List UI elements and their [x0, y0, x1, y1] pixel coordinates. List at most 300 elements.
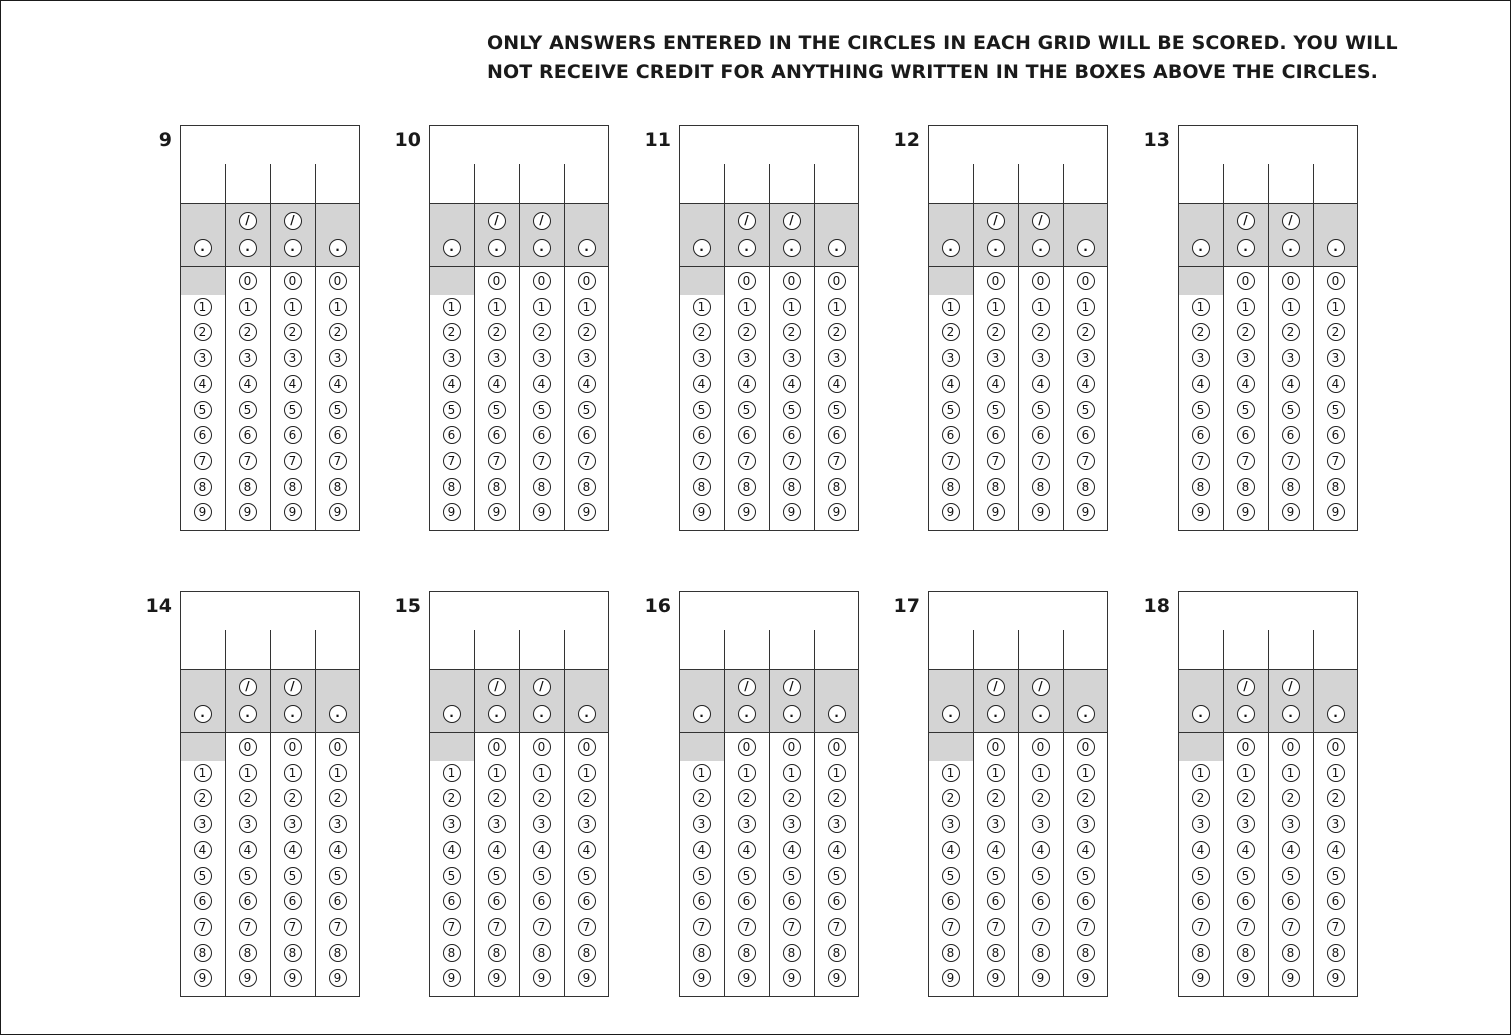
digit-bubble-9[interactable]: 9: [1237, 503, 1255, 521]
digit-bubble-0[interactable]: 0: [1327, 738, 1345, 756]
digit-bubble-1[interactable]: 1: [1077, 764, 1095, 782]
digit-bubble-5[interactable]: 5: [239, 401, 257, 419]
digit-bubble-1[interactable]: 1: [987, 764, 1005, 782]
digit-bubble-1[interactable]: 1: [329, 298, 347, 316]
digit-bubble-2[interactable]: 2: [942, 789, 960, 807]
fraction-bar-bubble[interactable]: /: [738, 212, 756, 230]
digit-bubble-9[interactable]: 9: [1282, 969, 1300, 987]
digit-bubble-0[interactable]: 0: [1077, 272, 1095, 290]
digit-bubble-7[interactable]: 7: [533, 918, 551, 936]
decimal-point-bubble[interactable]: .: [1192, 239, 1210, 257]
digit-bubble-6[interactable]: 6: [1282, 892, 1300, 910]
digit-bubble-4[interactable]: 4: [194, 375, 212, 393]
digit-bubble-0[interactable]: 0: [1077, 738, 1095, 756]
decimal-point-bubble[interactable]: .: [1327, 239, 1345, 257]
digit-bubble-4[interactable]: 4: [783, 841, 801, 859]
digit-bubble-4[interactable]: 4: [738, 841, 756, 859]
digit-bubble-9[interactable]: 9: [578, 969, 596, 987]
digit-bubble-2[interactable]: 2: [329, 789, 347, 807]
digit-bubble-5[interactable]: 5: [693, 401, 711, 419]
digit-bubble-5[interactable]: 5: [533, 401, 551, 419]
digit-bubble-7[interactable]: 7: [284, 918, 302, 936]
digit-bubble-1[interactable]: 1: [1032, 764, 1050, 782]
digit-bubble-2[interactable]: 2: [443, 323, 461, 341]
digit-bubble-0[interactable]: 0: [1237, 272, 1255, 290]
digit-bubble-5[interactable]: 5: [828, 867, 846, 885]
digit-bubble-9[interactable]: 9: [1327, 503, 1345, 521]
fraction-bar-bubble[interactable]: /: [783, 212, 801, 230]
digit-bubble-5[interactable]: 5: [942, 401, 960, 419]
digit-bubble-1[interactable]: 1: [693, 298, 711, 316]
digit-bubble-9[interactable]: 9: [783, 503, 801, 521]
digit-bubble-5[interactable]: 5: [1282, 867, 1300, 885]
digit-bubble-1[interactable]: 1: [239, 298, 257, 316]
digit-bubble-4[interactable]: 4: [942, 375, 960, 393]
digit-bubble-7[interactable]: 7: [578, 918, 596, 936]
digit-bubble-6[interactable]: 6: [284, 892, 302, 910]
digit-bubble-5[interactable]: 5: [1192, 401, 1210, 419]
digit-bubble-7[interactable]: 7: [488, 918, 506, 936]
digit-bubble-4[interactable]: 4: [693, 841, 711, 859]
answer-write-box-2[interactable]: [725, 630, 768, 668]
decimal-point-bubble[interactable]: .: [578, 705, 596, 723]
digit-bubble-6[interactable]: 6: [693, 892, 711, 910]
digit-bubble-8[interactable]: 8: [1192, 478, 1210, 496]
digit-bubble-4[interactable]: 4: [1237, 841, 1255, 859]
digit-bubble-0[interactable]: 0: [533, 738, 551, 756]
digit-bubble-8[interactable]: 8: [1327, 478, 1345, 496]
digit-bubble-4[interactable]: 4: [578, 375, 596, 393]
digit-bubble-1[interactable]: 1: [1192, 298, 1210, 316]
digit-bubble-3[interactable]: 3: [942, 815, 960, 833]
digit-bubble-4[interactable]: 4: [738, 375, 756, 393]
digit-bubble-0[interactable]: 0: [284, 738, 302, 756]
decimal-point-bubble[interactable]: .: [443, 705, 461, 723]
digit-bubble-2[interactable]: 2: [987, 789, 1005, 807]
digit-bubble-8[interactable]: 8: [693, 478, 711, 496]
digit-bubble-0[interactable]: 0: [578, 738, 596, 756]
digit-bubble-5[interactable]: 5: [239, 867, 257, 885]
decimal-point-bubble[interactable]: .: [194, 239, 212, 257]
digit-bubble-7[interactable]: 7: [738, 452, 756, 470]
digit-bubble-2[interactable]: 2: [533, 323, 551, 341]
digit-bubble-4[interactable]: 4: [443, 375, 461, 393]
digit-bubble-7[interactable]: 7: [1327, 918, 1345, 936]
answer-write-box-4[interactable]: [565, 630, 608, 668]
digit-bubble-9[interactable]: 9: [1327, 969, 1345, 987]
digit-bubble-1[interactable]: 1: [1327, 298, 1345, 316]
digit-bubble-5[interactable]: 5: [1237, 867, 1255, 885]
digit-bubble-9[interactable]: 9: [738, 969, 756, 987]
digit-bubble-9[interactable]: 9: [239, 969, 257, 987]
digit-bubble-0[interactable]: 0: [1282, 738, 1300, 756]
digit-bubble-3[interactable]: 3: [942, 349, 960, 367]
digit-bubble-9[interactable]: 9: [443, 503, 461, 521]
digit-bubble-4[interactable]: 4: [284, 841, 302, 859]
digit-bubble-7[interactable]: 7: [239, 918, 257, 936]
digit-bubble-6[interactable]: 6: [1077, 426, 1095, 444]
digit-bubble-3[interactable]: 3: [443, 815, 461, 833]
digit-bubble-8[interactable]: 8: [284, 478, 302, 496]
decimal-point-bubble[interactable]: .: [987, 239, 1005, 257]
digit-bubble-2[interactable]: 2: [1032, 323, 1050, 341]
digit-bubble-6[interactable]: 6: [488, 892, 506, 910]
digit-bubble-6[interactable]: 6: [443, 426, 461, 444]
decimal-point-bubble[interactable]: .: [942, 239, 960, 257]
digit-bubble-9[interactable]: 9: [239, 503, 257, 521]
answer-write-box-1[interactable]: [430, 630, 473, 668]
digit-bubble-5[interactable]: 5: [738, 401, 756, 419]
digit-bubble-4[interactable]: 4: [987, 841, 1005, 859]
digit-bubble-2[interactable]: 2: [1237, 789, 1255, 807]
digit-bubble-2[interactable]: 2: [284, 323, 302, 341]
digit-bubble-5[interactable]: 5: [533, 867, 551, 885]
answer-write-box-1[interactable]: [181, 630, 224, 668]
digit-bubble-8[interactable]: 8: [1077, 478, 1095, 496]
digit-bubble-8[interactable]: 8: [1077, 944, 1095, 962]
digit-bubble-1[interactable]: 1: [738, 298, 756, 316]
digit-bubble-4[interactable]: 4: [194, 841, 212, 859]
fraction-bar-bubble[interactable]: /: [488, 212, 506, 230]
digit-bubble-4[interactable]: 4: [1282, 841, 1300, 859]
digit-bubble-0[interactable]: 0: [329, 738, 347, 756]
answer-write-box-3[interactable]: [1269, 630, 1312, 668]
digit-bubble-8[interactable]: 8: [828, 478, 846, 496]
digit-bubble-9[interactable]: 9: [488, 969, 506, 987]
digit-bubble-8[interactable]: 8: [1282, 944, 1300, 962]
decimal-point-bubble[interactable]: .: [1282, 239, 1300, 257]
digit-bubble-0[interactable]: 0: [578, 272, 596, 290]
decimal-point-bubble[interactable]: .: [488, 705, 506, 723]
decimal-point-bubble[interactable]: .: [693, 239, 711, 257]
digit-bubble-7[interactable]: 7: [693, 452, 711, 470]
digit-bubble-4[interactable]: 4: [488, 841, 506, 859]
digit-bubble-6[interactable]: 6: [1032, 426, 1050, 444]
answer-write-box-4[interactable]: [815, 164, 858, 202]
answer-write-box-2[interactable]: [226, 630, 269, 668]
digit-bubble-3[interactable]: 3: [578, 815, 596, 833]
digit-bubble-4[interactable]: 4: [1192, 841, 1210, 859]
decimal-point-bubble[interactable]: .: [1282, 705, 1300, 723]
digit-bubble-4[interactable]: 4: [828, 841, 846, 859]
digit-bubble-3[interactable]: 3: [828, 815, 846, 833]
digit-bubble-3[interactable]: 3: [1077, 815, 1095, 833]
digit-bubble-8[interactable]: 8: [443, 478, 461, 496]
digit-bubble-7[interactable]: 7: [194, 452, 212, 470]
digit-bubble-3[interactable]: 3: [488, 815, 506, 833]
digit-bubble-9[interactable]: 9: [329, 503, 347, 521]
digit-bubble-3[interactable]: 3: [1032, 815, 1050, 833]
digit-bubble-6[interactable]: 6: [1032, 892, 1050, 910]
digit-bubble-6[interactable]: 6: [1282, 426, 1300, 444]
digit-bubble-3[interactable]: 3: [1237, 815, 1255, 833]
digit-bubble-0[interactable]: 0: [1032, 272, 1050, 290]
digit-bubble-1[interactable]: 1: [828, 298, 846, 316]
digit-bubble-7[interactable]: 7: [1327, 452, 1345, 470]
digit-bubble-3[interactable]: 3: [1192, 815, 1210, 833]
digit-bubble-2[interactable]: 2: [1327, 789, 1345, 807]
digit-bubble-5[interactable]: 5: [443, 401, 461, 419]
digit-bubble-4[interactable]: 4: [1237, 375, 1255, 393]
digit-bubble-0[interactable]: 0: [284, 272, 302, 290]
digit-bubble-9[interactable]: 9: [738, 503, 756, 521]
digit-bubble-7[interactable]: 7: [738, 918, 756, 936]
digit-bubble-5[interactable]: 5: [987, 867, 1005, 885]
digit-bubble-7[interactable]: 7: [987, 452, 1005, 470]
digit-bubble-5[interactable]: 5: [1032, 867, 1050, 885]
decimal-point-bubble[interactable]: .: [942, 705, 960, 723]
digit-bubble-1[interactable]: 1: [533, 764, 551, 782]
digit-bubble-7[interactable]: 7: [194, 918, 212, 936]
digit-bubble-6[interactable]: 6: [239, 426, 257, 444]
digit-bubble-4[interactable]: 4: [578, 841, 596, 859]
digit-bubble-4[interactable]: 4: [1327, 841, 1345, 859]
decimal-point-bubble[interactable]: .: [828, 239, 846, 257]
digit-bubble-7[interactable]: 7: [1192, 918, 1210, 936]
digit-bubble-9[interactable]: 9: [693, 503, 711, 521]
digit-bubble-1[interactable]: 1: [239, 764, 257, 782]
digit-bubble-4[interactable]: 4: [1032, 841, 1050, 859]
answer-write-box-3[interactable]: [770, 164, 813, 202]
digit-bubble-6[interactable]: 6: [194, 892, 212, 910]
digit-bubble-0[interactable]: 0: [987, 738, 1005, 756]
digit-bubble-6[interactable]: 6: [329, 892, 347, 910]
digit-bubble-9[interactable]: 9: [987, 969, 1005, 987]
digit-bubble-6[interactable]: 6: [828, 892, 846, 910]
answer-write-box-4[interactable]: [815, 630, 858, 668]
digit-bubble-1[interactable]: 1: [783, 764, 801, 782]
digit-bubble-3[interactable]: 3: [194, 349, 212, 367]
digit-bubble-2[interactable]: 2: [194, 323, 212, 341]
digit-bubble-5[interactable]: 5: [578, 401, 596, 419]
answer-write-box-3[interactable]: [520, 630, 563, 668]
digit-bubble-5[interactable]: 5: [783, 401, 801, 419]
digit-bubble-2[interactable]: 2: [1192, 323, 1210, 341]
digit-bubble-2[interactable]: 2: [488, 789, 506, 807]
digit-bubble-2[interactable]: 2: [738, 789, 756, 807]
digit-bubble-9[interactable]: 9: [1282, 503, 1300, 521]
digit-bubble-6[interactable]: 6: [1192, 892, 1210, 910]
digit-bubble-5[interactable]: 5: [443, 867, 461, 885]
digit-bubble-9[interactable]: 9: [443, 969, 461, 987]
digit-bubble-1[interactable]: 1: [443, 298, 461, 316]
digit-bubble-6[interactable]: 6: [1327, 892, 1345, 910]
digit-bubble-3[interactable]: 3: [1282, 815, 1300, 833]
digit-bubble-9[interactable]: 9: [1032, 503, 1050, 521]
digit-bubble-9[interactable]: 9: [1192, 503, 1210, 521]
digit-bubble-2[interactable]: 2: [1327, 323, 1345, 341]
answer-write-box-4[interactable]: [565, 164, 608, 202]
digit-bubble-7[interactable]: 7: [783, 452, 801, 470]
digit-bubble-8[interactable]: 8: [1237, 944, 1255, 962]
digit-bubble-5[interactable]: 5: [1077, 401, 1095, 419]
digit-bubble-3[interactable]: 3: [578, 349, 596, 367]
digit-bubble-4[interactable]: 4: [1032, 375, 1050, 393]
digit-bubble-3[interactable]: 3: [533, 349, 551, 367]
digit-bubble-1[interactable]: 1: [1192, 764, 1210, 782]
digit-bubble-9[interactable]: 9: [1077, 969, 1095, 987]
digit-bubble-8[interactable]: 8: [1032, 944, 1050, 962]
digit-bubble-5[interactable]: 5: [329, 867, 347, 885]
digit-bubble-0[interactable]: 0: [1032, 738, 1050, 756]
answer-write-box-1[interactable]: [1179, 164, 1222, 202]
digit-bubble-0[interactable]: 0: [987, 272, 1005, 290]
answer-write-box-2[interactable]: [475, 164, 518, 202]
digit-bubble-2[interactable]: 2: [443, 789, 461, 807]
digit-bubble-4[interactable]: 4: [329, 375, 347, 393]
digit-bubble-3[interactable]: 3: [329, 349, 347, 367]
digit-bubble-6[interactable]: 6: [239, 892, 257, 910]
digit-bubble-6[interactable]: 6: [738, 892, 756, 910]
digit-bubble-7[interactable]: 7: [488, 452, 506, 470]
digit-bubble-2[interactable]: 2: [329, 323, 347, 341]
digit-bubble-3[interactable]: 3: [987, 815, 1005, 833]
digit-bubble-9[interactable]: 9: [1192, 969, 1210, 987]
decimal-point-bubble[interactable]: .: [329, 705, 347, 723]
digit-bubble-7[interactable]: 7: [1282, 452, 1300, 470]
digit-bubble-0[interactable]: 0: [488, 272, 506, 290]
digit-bubble-8[interactable]: 8: [987, 944, 1005, 962]
answer-write-box-1[interactable]: [680, 630, 723, 668]
digit-bubble-1[interactable]: 1: [1237, 764, 1255, 782]
digit-bubble-8[interactable]: 8: [488, 478, 506, 496]
digit-bubble-5[interactable]: 5: [194, 867, 212, 885]
digit-bubble-2[interactable]: 2: [942, 323, 960, 341]
digit-bubble-6[interactable]: 6: [1237, 892, 1255, 910]
digit-bubble-1[interactable]: 1: [987, 298, 1005, 316]
digit-bubble-6[interactable]: 6: [987, 892, 1005, 910]
digit-bubble-5[interactable]: 5: [284, 867, 302, 885]
digit-bubble-8[interactable]: 8: [194, 944, 212, 962]
digit-bubble-1[interactable]: 1: [738, 764, 756, 782]
digit-bubble-7[interactable]: 7: [284, 452, 302, 470]
digit-bubble-1[interactable]: 1: [1032, 298, 1050, 316]
digit-bubble-2[interactable]: 2: [239, 789, 257, 807]
digit-bubble-3[interactable]: 3: [693, 349, 711, 367]
answer-write-box-3[interactable]: [1269, 164, 1312, 202]
digit-bubble-7[interactable]: 7: [578, 452, 596, 470]
decimal-point-bubble[interactable]: .: [578, 239, 596, 257]
digit-bubble-8[interactable]: 8: [578, 478, 596, 496]
digit-bubble-8[interactable]: 8: [783, 944, 801, 962]
digit-bubble-9[interactable]: 9: [987, 503, 1005, 521]
digit-bubble-3[interactable]: 3: [194, 815, 212, 833]
decimal-point-bubble[interactable]: .: [1032, 705, 1050, 723]
decimal-point-bubble[interactable]: .: [533, 705, 551, 723]
digit-bubble-3[interactable]: 3: [239, 815, 257, 833]
digit-bubble-5[interactable]: 5: [783, 867, 801, 885]
digit-bubble-5[interactable]: 5: [1327, 401, 1345, 419]
digit-bubble-2[interactable]: 2: [1282, 789, 1300, 807]
digit-bubble-1[interactable]: 1: [1077, 298, 1095, 316]
digit-bubble-6[interactable]: 6: [1327, 426, 1345, 444]
digit-bubble-3[interactable]: 3: [329, 815, 347, 833]
digit-bubble-7[interactable]: 7: [828, 452, 846, 470]
answer-write-box-1[interactable]: [680, 164, 723, 202]
digit-bubble-7[interactable]: 7: [1077, 918, 1095, 936]
digit-bubble-3[interactable]: 3: [284, 815, 302, 833]
digit-bubble-5[interactable]: 5: [738, 867, 756, 885]
decimal-point-bubble[interactable]: .: [443, 239, 461, 257]
digit-bubble-5[interactable]: 5: [693, 867, 711, 885]
digit-bubble-5[interactable]: 5: [942, 867, 960, 885]
digit-bubble-0[interactable]: 0: [828, 272, 846, 290]
answer-write-box-3[interactable]: [1019, 164, 1062, 202]
digit-bubble-4[interactable]: 4: [693, 375, 711, 393]
answer-write-box-3[interactable]: [1019, 630, 1062, 668]
answer-write-box-2[interactable]: [226, 164, 269, 202]
digit-bubble-9[interactable]: 9: [533, 503, 551, 521]
fraction-bar-bubble[interactable]: /: [284, 678, 302, 696]
digit-bubble-0[interactable]: 0: [329, 272, 347, 290]
digit-bubble-1[interactable]: 1: [488, 298, 506, 316]
answer-write-box-2[interactable]: [974, 630, 1017, 668]
digit-bubble-3[interactable]: 3: [738, 349, 756, 367]
digit-bubble-5[interactable]: 5: [284, 401, 302, 419]
digit-bubble-9[interactable]: 9: [828, 969, 846, 987]
decimal-point-bubble[interactable]: .: [239, 705, 257, 723]
answer-write-box-1[interactable]: [181, 164, 224, 202]
digit-bubble-9[interactable]: 9: [194, 969, 212, 987]
answer-write-box-1[interactable]: [929, 630, 972, 668]
digit-bubble-4[interactable]: 4: [987, 375, 1005, 393]
digit-bubble-9[interactable]: 9: [194, 503, 212, 521]
digit-bubble-7[interactable]: 7: [987, 918, 1005, 936]
digit-bubble-6[interactable]: 6: [533, 892, 551, 910]
digit-bubble-7[interactable]: 7: [1282, 918, 1300, 936]
digit-bubble-1[interactable]: 1: [1282, 298, 1300, 316]
digit-bubble-8[interactable]: 8: [1327, 944, 1345, 962]
digit-bubble-9[interactable]: 9: [942, 969, 960, 987]
digit-bubble-5[interactable]: 5: [1327, 867, 1345, 885]
digit-bubble-8[interactable]: 8: [488, 944, 506, 962]
digit-bubble-8[interactable]: 8: [533, 944, 551, 962]
digit-bubble-8[interactable]: 8: [942, 944, 960, 962]
digit-bubble-8[interactable]: 8: [239, 944, 257, 962]
fraction-bar-bubble[interactable]: /: [987, 678, 1005, 696]
digit-bubble-6[interactable]: 6: [1237, 426, 1255, 444]
digit-bubble-2[interactable]: 2: [693, 323, 711, 341]
answer-write-box-3[interactable]: [520, 164, 563, 202]
digit-bubble-1[interactable]: 1: [329, 764, 347, 782]
decimal-point-bubble[interactable]: .: [1192, 705, 1210, 723]
answer-write-box-2[interactable]: [1224, 164, 1267, 202]
digit-bubble-1[interactable]: 1: [783, 298, 801, 316]
decimal-point-bubble[interactable]: .: [783, 705, 801, 723]
answer-write-box-4[interactable]: [1314, 630, 1357, 668]
fraction-bar-bubble[interactable]: /: [1282, 212, 1300, 230]
digit-bubble-6[interactable]: 6: [284, 426, 302, 444]
digit-bubble-1[interactable]: 1: [942, 298, 960, 316]
digit-bubble-5[interactable]: 5: [329, 401, 347, 419]
digit-bubble-6[interactable]: 6: [738, 426, 756, 444]
digit-bubble-4[interactable]: 4: [329, 841, 347, 859]
digit-bubble-5[interactable]: 5: [488, 867, 506, 885]
digit-bubble-3[interactable]: 3: [1327, 815, 1345, 833]
digit-bubble-7[interactable]: 7: [533, 452, 551, 470]
digit-bubble-8[interactable]: 8: [738, 944, 756, 962]
decimal-point-bubble[interactable]: .: [738, 239, 756, 257]
digit-bubble-3[interactable]: 3: [1327, 349, 1345, 367]
digit-bubble-9[interactable]: 9: [942, 503, 960, 521]
digit-bubble-8[interactable]: 8: [828, 944, 846, 962]
fraction-bar-bubble[interactable]: /: [533, 212, 551, 230]
digit-bubble-6[interactable]: 6: [1192, 426, 1210, 444]
digit-bubble-0[interactable]: 0: [488, 738, 506, 756]
digit-bubble-4[interactable]: 4: [239, 375, 257, 393]
decimal-point-bubble[interactable]: .: [533, 239, 551, 257]
digit-bubble-2[interactable]: 2: [533, 789, 551, 807]
